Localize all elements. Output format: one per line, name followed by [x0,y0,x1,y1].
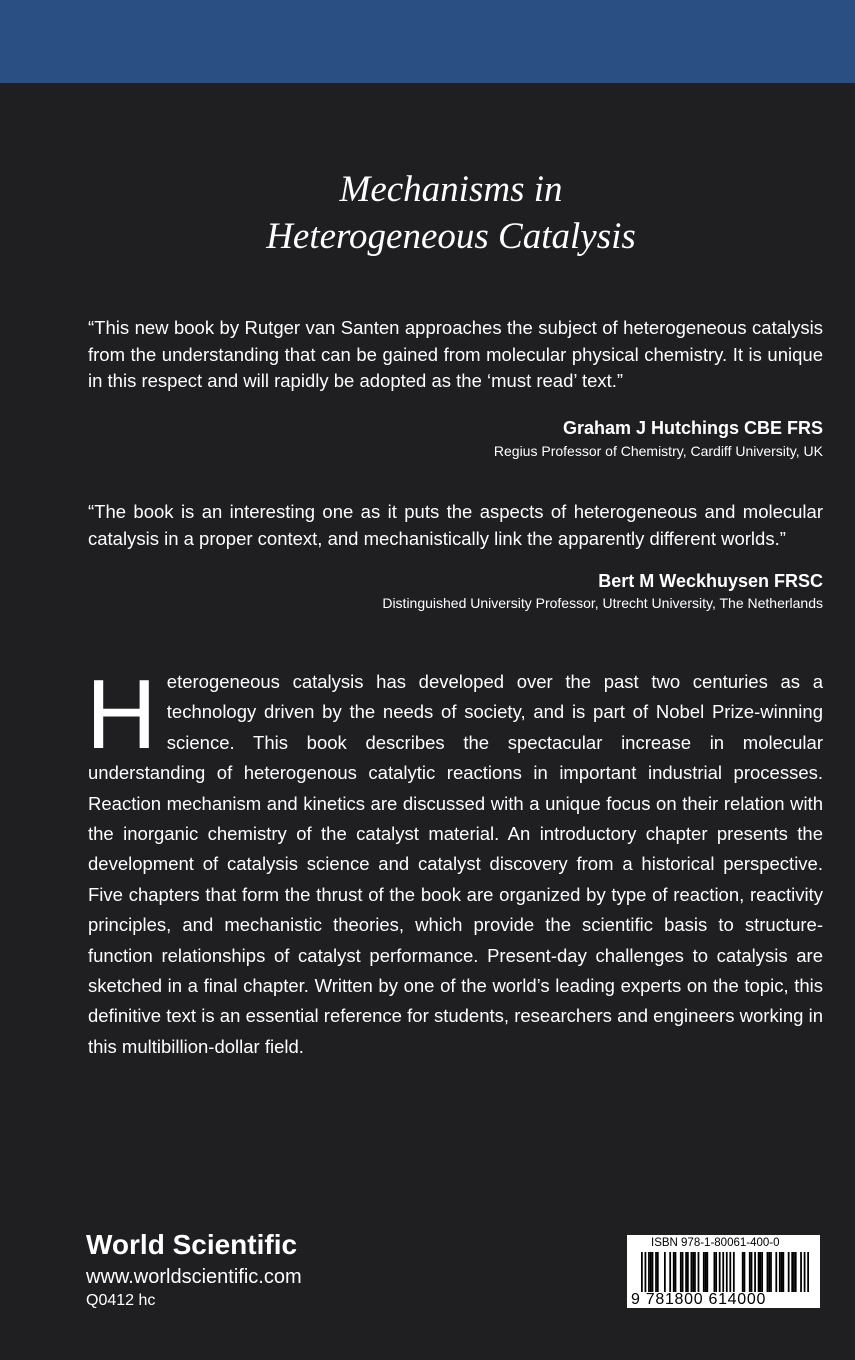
publisher-website: www.worldscientific.com [86,1266,302,1288]
barcode-bar [673,1252,675,1292]
barcode-bar [804,1252,806,1292]
barcode-bar [655,1252,657,1292]
barcode-bar [680,1252,682,1292]
barcode-bar [749,1252,751,1292]
barcode-bar [800,1252,802,1292]
barcode-bar [768,1252,770,1292]
barcode-bar [719,1252,721,1292]
barcode-bar [733,1252,735,1292]
endorser-name-2: Bert M Weckhuysen FRSC [598,571,823,591]
barcode-bar [793,1252,795,1292]
endorser-role-2: Distinguished University Professor, Utrecht University, The Netherlands [382,595,823,611]
isbn-label: ISBN 978-1-80061-400-0 [651,1237,780,1249]
endorser-name-1: Graham J Hutchings CBE FRS [562,418,823,438]
barcode-bar [657,1252,659,1292]
top-color-band [0,0,855,83]
barcode-bar [687,1252,689,1292]
barcode-bars [641,1252,809,1292]
barcode-bar [698,1252,700,1292]
endorser-role-1: Regius Professor of Chemistry, Cardiff University, UK [493,443,823,459]
barcode-bar [664,1252,666,1292]
barcode-bar [648,1252,650,1292]
barcode-bar [775,1252,777,1292]
barcode-bar [650,1252,652,1292]
barcode-bar [645,1252,647,1292]
barcode-bar [758,1252,760,1292]
barcode-bar [692,1252,694,1292]
book-title-line-2: Heterogeneous Catalysis [266,216,636,257]
barcode-bar [770,1252,772,1292]
endorsement-quote-1: “This new book by Rutger van Santen approaches the subject of heterogeneous catalysis from the understanding that can be gained from molecular physical chemistry. It is unique in this respect and will rapidly be adopted as the ‘must read’ text.” [88,317,823,391]
barcode-bar [782,1252,784,1292]
barcode-bar [706,1252,708,1292]
barcode-bar [759,1252,761,1292]
barcode-bar [703,1252,705,1292]
barcode-bar [705,1252,707,1292]
barcode-bar [691,1252,693,1292]
barcode-bar [685,1252,687,1292]
barcode-bar [754,1252,756,1292]
barcode-bar [694,1252,696,1292]
barcode-bar [652,1252,654,1292]
barcode-bar [669,1252,671,1292]
barcode-bar [767,1252,769,1292]
barcode-bar [682,1252,684,1292]
barcode-bar [675,1252,677,1292]
barcode-bar [781,1252,783,1292]
barcode-bar [714,1252,716,1292]
barcode-bar [779,1252,781,1292]
isbn-barcode [627,1235,820,1308]
barcode-bar [729,1252,731,1292]
barcode-bar [807,1252,809,1292]
book-description [86,659,823,1062]
barcode-bar [761,1252,763,1292]
endorsement-quote-2: “The book is an interesting one as it puts the aspects of heterogeneous and molecular catalysis in a proper context, and mechanistically link the apparently different worlds.” [88,501,823,549]
barcode-bar [742,1252,744,1292]
description-text: eterogeneous catalysis has developed over the past two centuries as a technology driven by the needs of society, and is part of Nobel Prize-winning science. This book describes the spectacular increase in molecular understanding of heterogenous catalytic reactions in important industrial processes. Reaction mechanism and kinetics are discussed with a unique focus on their relation with the inorganic chemistry of the catalyst material. An introductory chapter presents the development of catalysis science and catalyst discovery from a historical perspective. Five chapters that form the thrust of the book are organized by type of reaction, reactivity principles, and mechanistic theories, which provide the scientific basis to structure-function relationships of catalyst performance. Present-day challenges to catalysis are sketched in a final chapter. Written by one of the world’s leading experts on the topic, this definitive text is an essential reference for students, researchers and engineers working in this multibillion-dollar field. [88,671,823,1057]
barcode-bar [722,1252,724,1292]
book-title [0,166,855,260]
book-title-line-1: Mechanisms in [339,169,563,210]
barcode-bar [788,1252,790,1292]
barcode-bar [641,1252,643,1292]
barcode-bar [791,1252,793,1292]
barcode-bar [744,1252,746,1292]
publisher-name: World Scientific [86,1229,298,1260]
barcode-bar [715,1252,717,1292]
barcode-digits: 9 781800 614000 [631,1291,767,1308]
barcode-bar [795,1252,797,1292]
product-code: Q0412 hc [86,1292,156,1309]
barcode-bar [726,1252,728,1292]
drop-cap-letter: H [86,659,157,769]
barcode-bar [751,1252,753,1292]
